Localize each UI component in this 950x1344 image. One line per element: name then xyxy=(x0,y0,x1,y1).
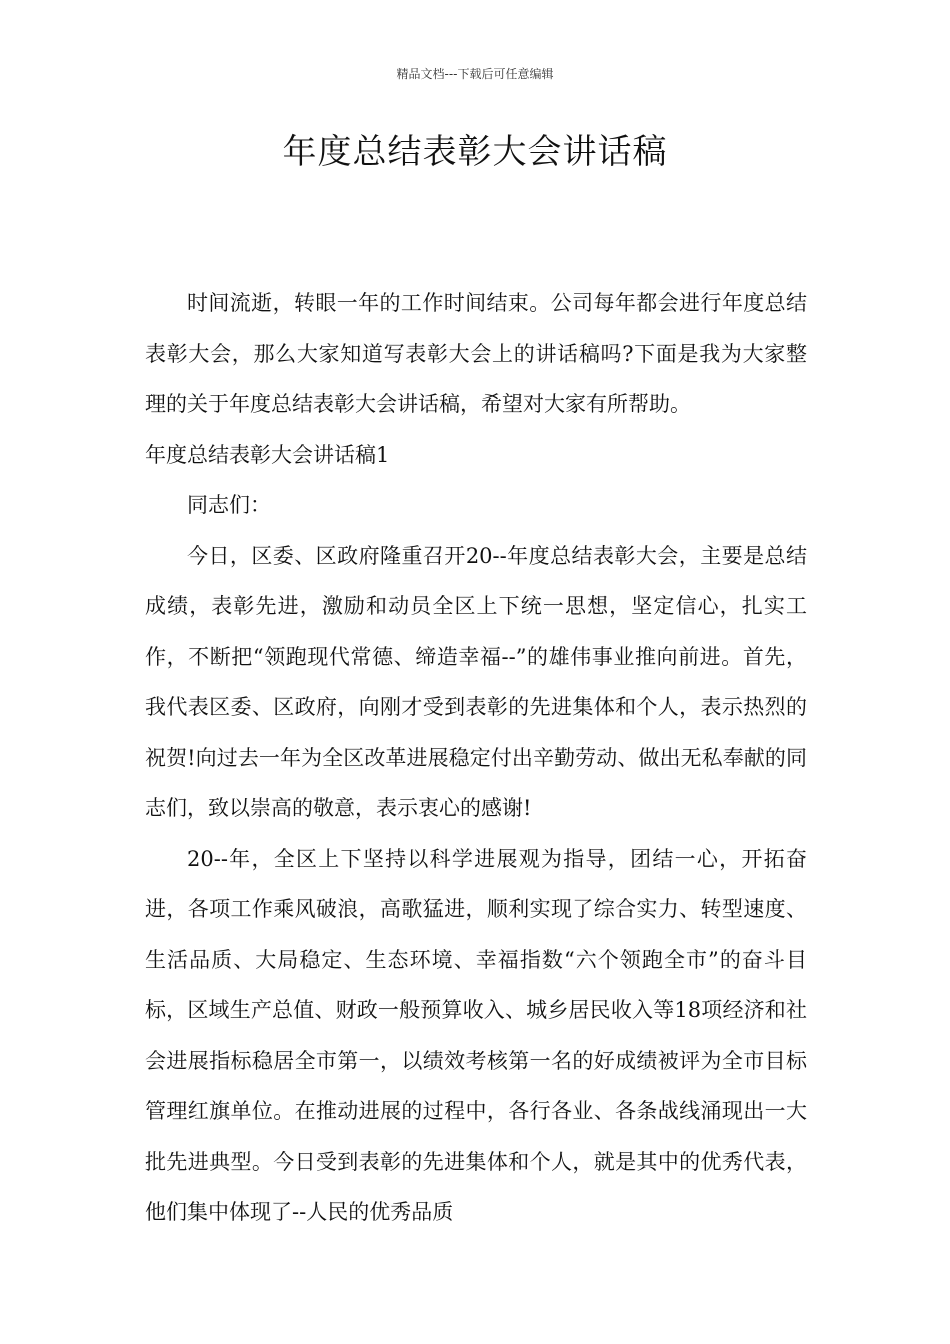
paragraph-intro: 时间流逝，转眼一年的工作时间结束。公司每年都会进行年度总结表彰大会，那么大家知道写表彰大会上的讲话稿吗?下面是我为大家整理的关于年度总结表彰大会讲话稿，希望对大家有所帮助。 xyxy=(145,291,807,416)
document-body xyxy=(145,278,807,1238)
document-title: 年度总结表彰大会讲话稿 xyxy=(282,132,668,172)
paragraph-achievements: 20--年，全区上下坚持以科学进展观为指导，团结一心，开拓奋进，各项工作乘风破浪，高歌猛进，顺利实现了综合实力、转型速度、生活品质、大局稳定、生态环境、幸福指数“六个领跑全市”的奋斗目标，区域生产总值、财政一般预算收入、城乡居民收入等18项经济和社会进展指标稳居全市第一，以绩效考核第一名的好成绩被评为全市目标管理红旗单位。在推动进展的过程中，各行各业、各条战线涌现出一大批先进典型。今日受到表彰的先进集体和个人，就是其中的优秀代表，他们集中体现了--人民的优秀品质 xyxy=(145,846,807,1224)
paragraph-opening: 今日，区委、区政府隆重召开20--年度总结表彰大会，主要是总结成绩，表彰先进，激励和动员全区上下统一思想，坚定信心，扎实工作，不断把“领跑现代常德、缔造幸福--”的雄伟事业推向前进。首先，我代表区委、区政府，向刚才受到表彰的先进集体和个人，表示热烈的祝贺!向过去一年为全区改革进展稳定付出辛勤劳动、做出无私奉献的同志们，致以崇高的敬意，表示衷心的感谢! xyxy=(145,543,807,820)
paragraph-salutation: 同志们： xyxy=(187,493,271,517)
section-heading: 年度总结表彰大会讲话稿1 xyxy=(145,442,390,467)
page-header: 精品文档---下载后可任意编辑 xyxy=(396,67,554,81)
